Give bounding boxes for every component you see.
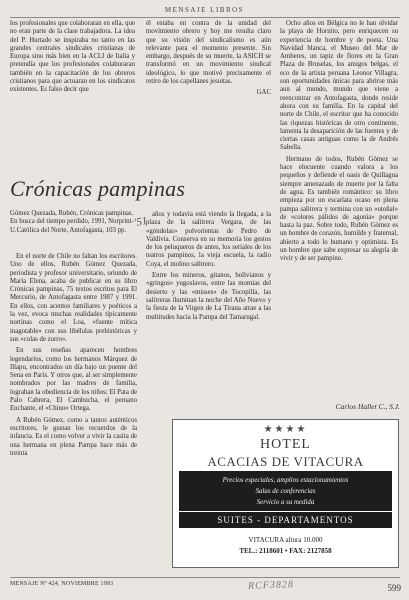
paragraph: años y todavía está viendo la llegada, a la plaza de la salitrera Vergara, de las «góndolas» polvorientas de Pedro de Valdivia. Conserva en su memoria los gestos de los peluqueros de antes, los seriales de los teatros pampinos, la vieja escuela, la radio Coya, el molino salitrero. xyxy=(146,211,271,268)
footer-divider xyxy=(10,577,400,578)
paragraph: En sus reseñas aparecen hombres legendarios, como los hermanos Márquez de Illapu, encontrados un día bajo un puente del Sena en París. Y otros que, al ser simplemente nombrados por las madres de familia, lograban la obediencia de los niños: El Pata de Palo Cabrera, El Cambucha, el peruano Enchante, el «Chino» Ortega. xyxy=(10,347,137,413)
left-body-text xyxy=(10,253,137,461)
paragraph-col3-top: Ocho años en Bélgica no le han olvidar la playa de Hornito, pero enriquecen su experiencia de hombre y de poeta. Una Navidad blanca, el Museo del Mar de Amberes, un tapiz de flores en la Gran Plaza de Bruselas, los amigos belgas, el eco de la artista peruana Leonor Villagra, son oportunidades únicas para abrirse más aun al mundo, mundo que viene a reencontrar en Antofagasta, donde reside ahora con su familia. En la capital del norte de Chile, el escritor que ha conocido las riquezas históricas de otro continente, lamenta la desaparición de las fuentes y de ciertas casas antiguas como la de Andrés Sabella. xyxy=(280,20,398,152)
paragraph: Entre los mineros, gitanos, bolivianos y «gringos» yugoslavos, entre las momias del desierto y las «misses» de Tocopilla, las salitreras iluminan la noche del Año Nuevo y la fiesta de la Virgen de La Tirana atrae a las multitudes hacia la Pampa del Tamarugal. xyxy=(146,272,271,321)
ad-address: VITACURA altura 10.000 xyxy=(248,536,323,544)
column-2-top xyxy=(146,20,271,98)
paragraph: En el norte de Chile no faltan los escritores. Uno de ellos, Rubén Gómez Quezada, periodista y profesor universitario, oriundo de María Elena, acaba de publicar en su libro Crónicas pampinas, 75 textos escritos para El Mercurio, de Antofagasta entre 1987 y 1991. En ellos, con acentos familiares y poéticos a la vez, evoca muchas realidades típicamente nortinas como el Loa, «fuente mítica inagotable» con sus libélulas prehistóricas y sus «colas de zorro». xyxy=(10,253,137,343)
middle-body-text xyxy=(146,211,271,325)
paragraph-col1-top: los profesionales que colaboraran en ella, que no eran parte de la clase trabajadora. La idea del P. Hurtado se inspiraba no tanto en las grandes centrales sindicales cristianas de Europa sino más bien en la ACLI de Italia y pretendía que los profesionales colaboraran también en la capacitación de los obreros cristianos para que actuaran en los sindicatos existentes. Es falso decir que xyxy=(10,20,135,94)
column-1-top xyxy=(10,20,135,95)
ad-suites-band: SUITES - DEPARTAMENTOS xyxy=(179,512,392,528)
paragraph-col2-top: él estaba en contra de la unidad del movimiento obrero y hoy me resulta claro que su visión del sindicalismo es aún relevante para el momento presente. Sin embargo, después de su muerte, la ASICH se transformó en un movimiento sindical ideológico, lo que motivó precisamente el retiro de los capellanes jesuitas. xyxy=(146,20,271,86)
column-3 xyxy=(280,20,398,264)
ad-feature-line: Precios especiales, amplios estacionamientos xyxy=(222,477,349,484)
section-title: Crónicas pampinas xyxy=(10,176,186,201)
hotel-advertisement xyxy=(172,419,399,568)
page-number: 599 xyxy=(387,583,401,593)
ad-phone: TEL.: 2118601 • FAX: 2127858 xyxy=(239,547,332,555)
ad-feature-line: Salas de conferencias xyxy=(255,488,316,495)
paragraph-col3-2: Hermano de todos, Rubén Gómez se hace elocuente cuando valora a los pequeños y defiende el oasis de Quillagua siempre amenazado de muerte por la falta de agua. Es también romántico: su libro empieza por un escarlata ocaso en plena pampa salitrera y termina con un «otoñal» de «colores pálidos de agonía» porque hasta la paz. Sobre todo, Rubén Gómez es un hombre de corazón, humilde y fraternal, abierto a todo lo humano y optimista. Es un hombre que sabe expresar su alegría de vivir y de ser pampino. xyxy=(280,155,398,263)
library-stamp: RCF3828 xyxy=(247,579,295,592)
star-rating-icon: ★★★★ xyxy=(263,424,308,435)
ad-title: HOTEL xyxy=(260,437,311,452)
header-divider xyxy=(10,17,400,18)
signature-gac: GAC xyxy=(256,89,271,97)
paragraph: A Rubén Gómez, como a tantos auténticos escritores, le gustan los recuerdos de la infancia. Es el como volver a vivir la casita de una hermana en plena Pampa hace más de treinta xyxy=(10,416,137,457)
ad-feature-line: Servicio a su medida xyxy=(256,499,315,506)
page-header: MENSAJE LIBROS xyxy=(164,6,245,14)
ad-subtitle: ACACIAS DE VITACURA xyxy=(207,454,364,469)
author-signature: Carlos Hallet C., S.J. xyxy=(335,402,400,411)
book-reference: Gómez Quezada, Rubén, Crónicas pampinas. En busca del tiempo perdido, 1991, Norprint-U.Católica del Norte, Antofagasta, 103 pp. xyxy=(10,210,134,234)
ad-features-band xyxy=(179,471,392,511)
handwritten-note: '51 xyxy=(133,214,149,230)
footer-issue-info: MENSAJE Nº 424, NOVIEMBRE 1993 xyxy=(10,581,114,587)
